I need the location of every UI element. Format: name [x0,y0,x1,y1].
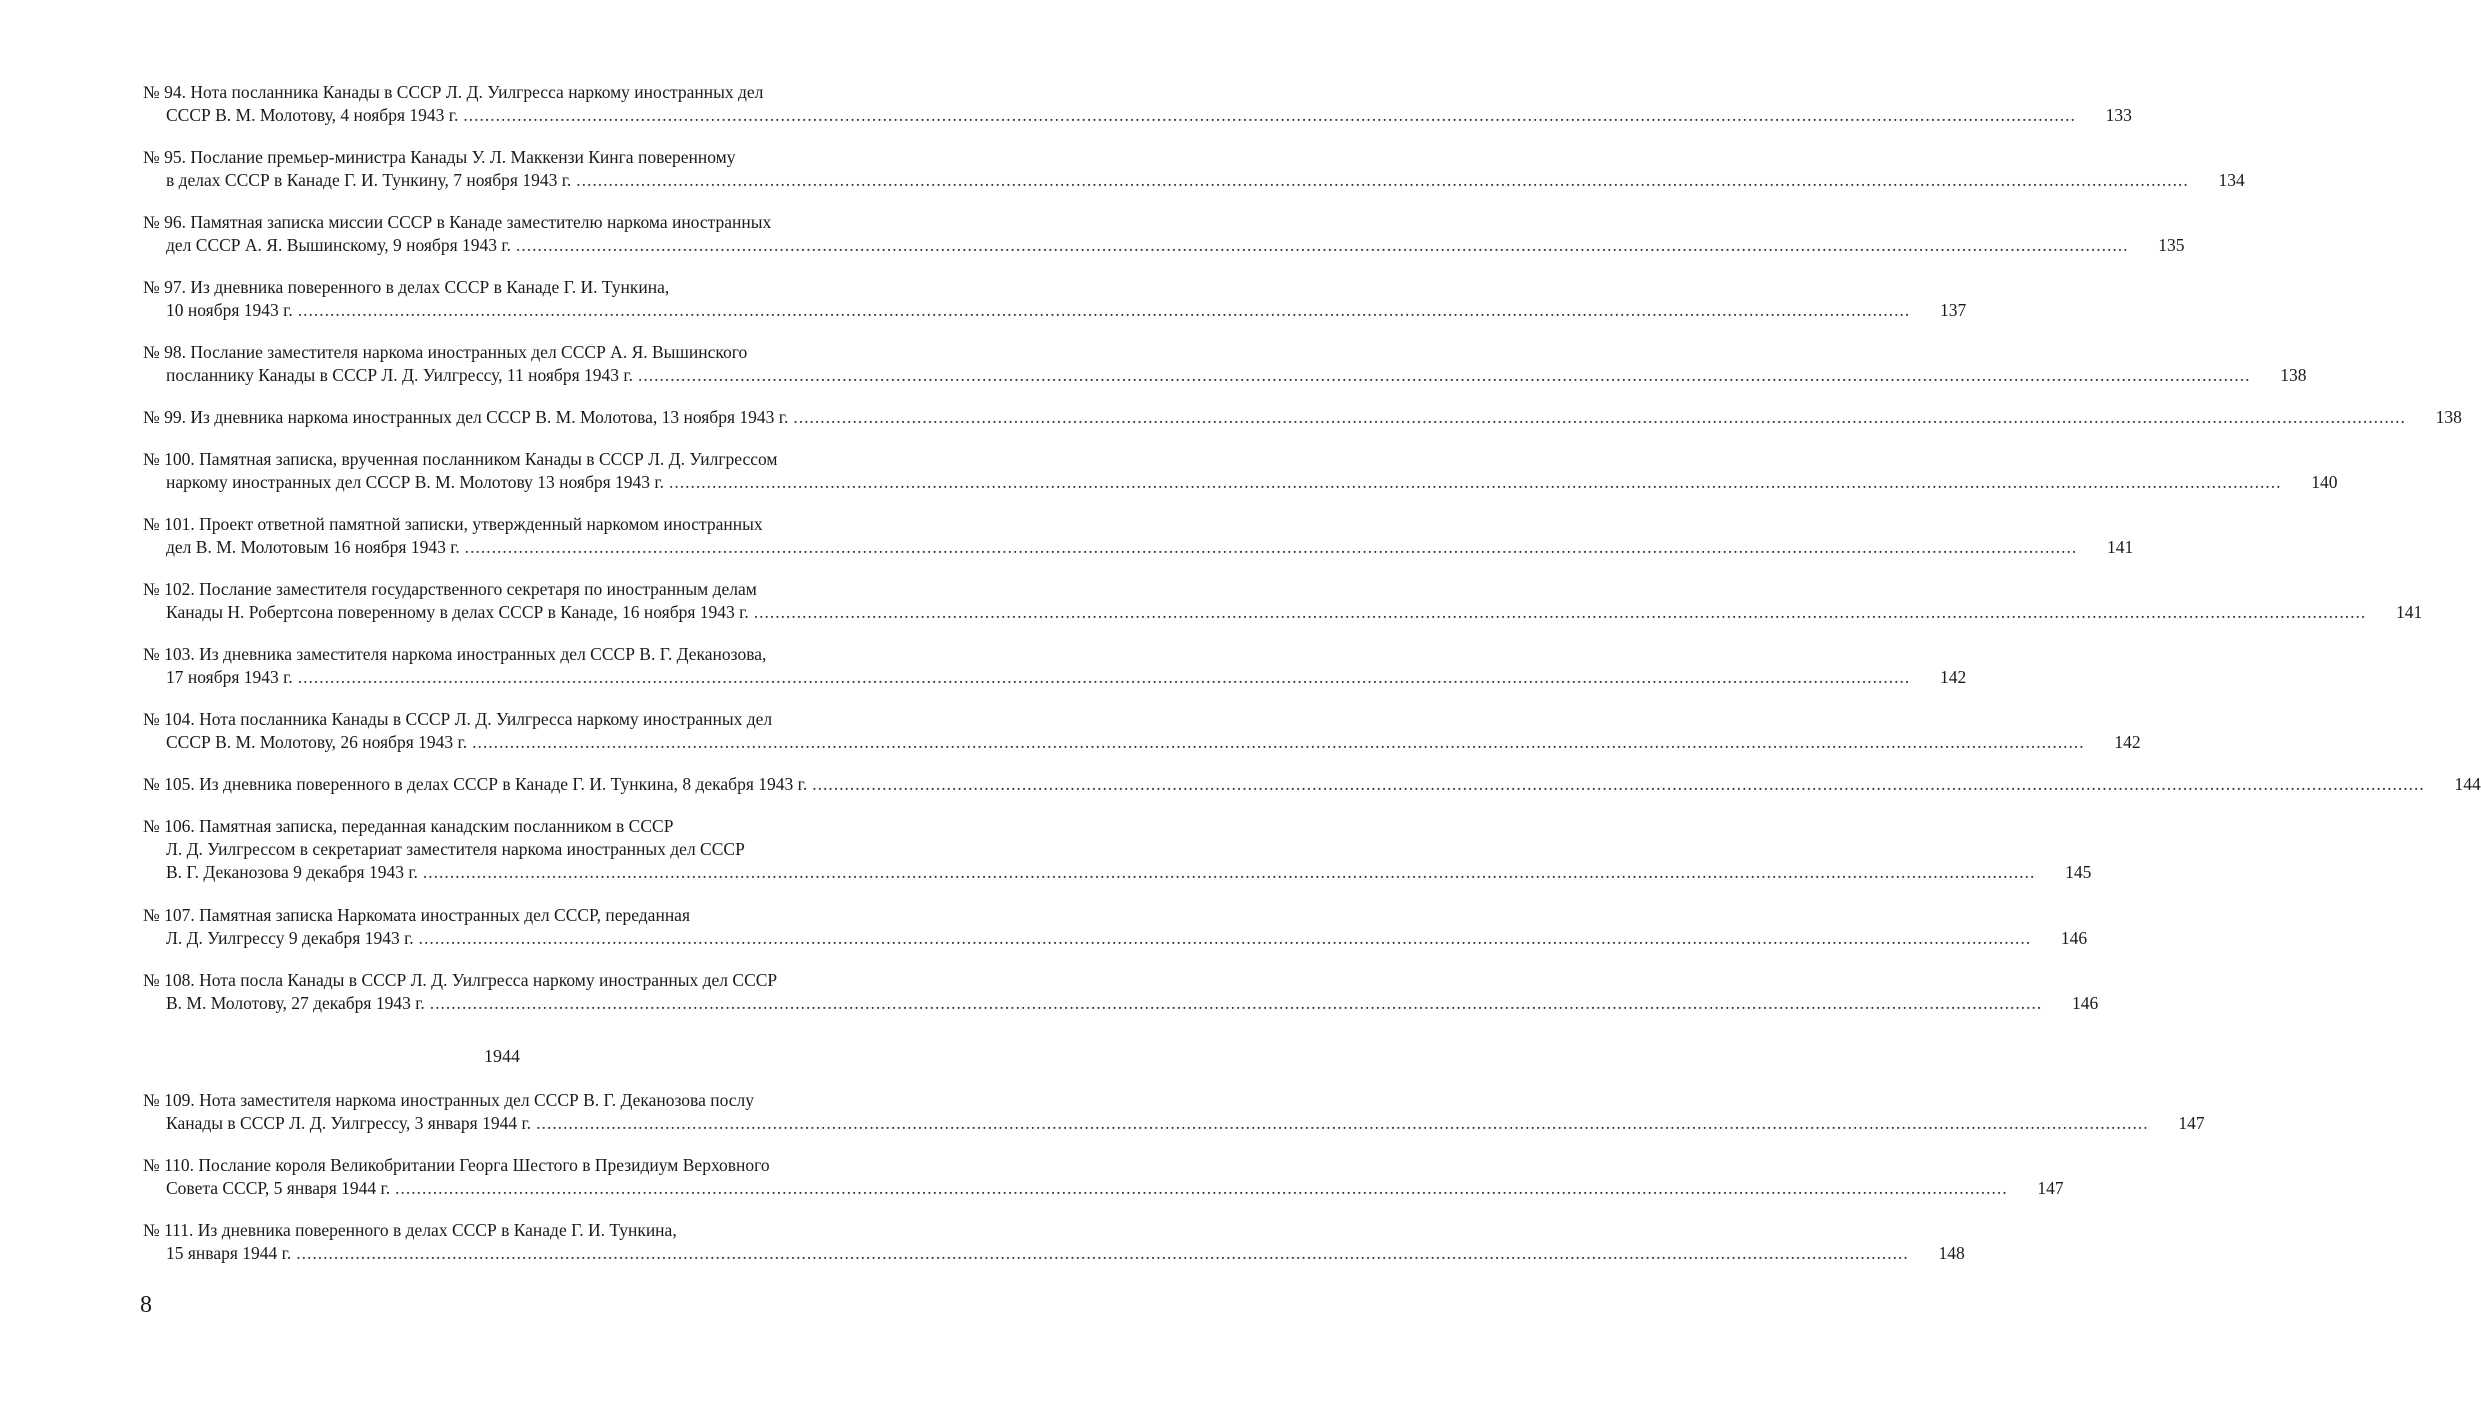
toc-page-number: 142 [2114,732,2141,752]
toc-entry-text: В. Г. Деканозова 9 декабря 1943 г. [166,862,418,882]
dot-leader: ............................................................................................................................................................................................................................................................................................................ [669,472,2282,492]
toc-entry [143,578,2423,624]
toc-entry-text: дел СССР А. Я. Вышинскому, 9 ноября 1943 г. [166,235,511,255]
dot-leader: ............................................................................................................................................................................................................................................................................................................ [812,774,2425,794]
dot-leader: ............................................................................................................................................................................................................................................................................................................ [464,537,2078,557]
toc-entry-final-line [143,861,2092,884]
toc-entry-line: № 110. Послание короля Великобритании Георга Шестого в Президиум Верховного [143,1155,770,1175]
toc-page-number: 144 [2454,774,2481,794]
toc-page-number: 141 [2107,537,2134,557]
toc-entry [143,815,2092,884]
toc-entry-line: № 107. Памятная записка Наркомата иностранных дел СССР, переданная [143,905,690,925]
toc-page-number: 148 [1938,1243,1965,1263]
toc-entry-line: Л. Д. Уилгрессом в секретариат заместителя наркома иностранных дел СССР [166,839,745,859]
dot-leader: ............................................................................................................................................................................................................................................................................................................ [472,732,2085,752]
toc-page-number: 141 [2396,602,2423,622]
toc-entry-text: Канады Н. Робертсона поверенному в делах СССР в Канаде, 16 ноября 1943 г. [166,602,749,622]
toc-entry-text: № 99. Из дневника наркома иностранных дел СССР В. М. Молотова, 13 ноября 1943 г. [143,407,789,427]
dot-leader: ............................................................................................................................................................................................................................................................................................................ [536,1113,2149,1133]
toc-entry-text: СССР В. М. Молотову, 26 ноября 1943 г. [166,732,468,752]
toc-entry [143,708,2141,754]
toc-entry [143,643,1967,689]
toc-entry-text: в делах СССР в Канаде Г. И. Тункину, 7 ноября 1943 г. [166,170,572,190]
toc-entry [143,1089,2205,1135]
toc-entry-line: № 94. Нота посланника Канады в СССР Л. Д. Уилгресса наркому иностранных дел [143,82,764,102]
toc-entry [143,276,1967,322]
dot-leader: ............................................................................................................................................................................................................................................................................................................ [395,1178,2008,1198]
dot-leader: ............................................................................................................................................................................................................................................................................................................ [753,602,2367,622]
toc-page-number: 133 [2105,105,2132,125]
toc-entry-line: № 102. Послание заместителя государственного секретаря по иностранным делам [143,579,757,599]
toc-entry [143,1154,2064,1200]
dot-leader: ............................................................................................................................................................................................................................................................................................................ [429,993,2043,1013]
toc-entry-final-line [143,1177,2064,1200]
page-number: 8 [140,1292,152,1318]
toc-entry-final-line [143,601,2423,624]
toc-entry-final-line [143,1242,1965,1265]
toc-entry-text: Л. Д. Уилгрессу 9 декабря 1943 г. [166,928,414,948]
dot-leader: ............................................................................................................................................................................................................................................................................................................ [576,170,2189,190]
dot-leader: ............................................................................................................................................................................................................................................................................................................ [793,407,2406,427]
toc-page-number: 145 [2065,862,2092,882]
toc-entry-line: № 111. Из дневника поверенного в делах СССР в Канаде Г. И. Тункина, [143,1220,677,1240]
toc-entry-final-line [143,406,2462,429]
toc-entry [143,211,2185,257]
toc-page-number: 135 [2158,235,2185,255]
toc-entry-final-line [143,1112,2205,1135]
toc-entry-text: 10 ноября 1943 г. [166,300,293,320]
toc-entry [143,1219,1965,1265]
toc-entry-text: посланнику Канады в СССР Л. Д. Уилгрессу, 11 ноября 1943 г. [166,365,633,385]
toc-entry-line: № 106. Памятная записка, переданная канадским посланником в СССР [143,816,674,836]
toc-entry [143,904,2088,950]
toc-entry [143,448,2338,494]
toc-entry-final-line [143,471,2338,494]
toc-entry [143,513,2134,559]
dot-leader: ............................................................................................................................................................................................................................................................................................................ [297,667,1911,687]
toc-entry-final-line [143,299,1967,322]
toc-entry-line: № 98. Послание заместителя наркома иностранных дел СССР А. Я. Вышинского [143,342,748,362]
dot-leader: ............................................................................................................................................................................................................................................................................................................ [297,300,1911,320]
toc-page-number: 134 [2218,170,2245,190]
toc-entry-line: № 101. Проект ответной памятной записки, утвержденный наркомом иностранных [143,514,763,534]
toc-page-number: 147 [2037,1178,2064,1198]
toc-entry-line: № 100. Памятная записка, врученная посланником Канады в СССР Л. Д. Уилгрессом [143,449,778,469]
toc-entry-final-line [143,104,2132,127]
toc-entry-line: № 103. Из дневника заместителя наркома иностранных дел СССР В. Г. Деканозова, [143,644,767,664]
toc-page-number: 146 [2072,993,2099,1013]
toc-entry-final-line [143,169,2245,192]
toc-entry-text: 17 ноября 1943 г. [166,667,293,687]
toc-entry-text: Совета СССР, 5 января 1944 г. [166,1178,391,1198]
toc-entry-final-line [143,773,2481,796]
toc-page-number: 137 [1940,300,1967,320]
dot-leader: ............................................................................................................................................................................................................................................................................................................ [296,1243,1909,1263]
year-heading: 1944 [484,1046,520,1066]
toc-page-number: 140 [2311,472,2338,492]
toc-page-number: 146 [2060,928,2088,948]
toc-entry-text: наркому иностранных дел СССР В. М. Молотову 13 ноября 1943 г. [166,472,665,492]
toc-entry [143,341,2307,387]
toc-entry-final-line [143,927,2088,950]
toc-entry-line: № 96. Памятная записка миссии СССР в Канаде заместителю наркома иностранных [143,212,772,232]
toc-entry-final-line [143,234,2185,257]
toc-page-number: 138 [2280,365,2307,385]
toc-entry-final-line [143,364,2307,387]
toc-entry-text: Канады в СССР Л. Д. Уилгрессу, 3 января 1944 г. [166,1113,532,1133]
toc-entry [143,406,2462,429]
toc-entry [143,81,2132,127]
dot-leader: ............................................................................................................................................................................................................................................................................................................ [463,105,2076,125]
toc-page-number: 147 [2178,1113,2205,1133]
toc-entry-final-line [143,666,1967,689]
dot-leader: ............................................................................................................................................................................................................................................................................................................ [418,928,2032,948]
toc-entry-text: дел В. М. Молотовым 16 ноября 1943 г. [166,537,460,557]
toc-entry [143,969,2099,1015]
toc-entry-text: 15 января 1944 г. [166,1243,292,1263]
toc-entry-line: № 104. Нота посланника Канады в СССР Л. Д. Уилгресса наркому иностранных дел [143,709,773,729]
toc-entry [143,146,2245,192]
toc-entry-final-line [143,731,2141,754]
toc-entry-line: № 97. Из дневника поверенного в делах СССР в Канаде Г. И. Тункина, [143,277,670,297]
dot-leader: ............................................................................................................................................................................................................................................................................................................ [422,862,2036,882]
toc-entry-text: В. М. Молотову, 27 декабря 1943 г. [166,993,425,1013]
toc-entry-line: № 108. Нота посла Канады в СССР Л. Д. Уилгресса наркому иностранных дел СССР [143,970,778,990]
dot-leader: ............................................................................................................................................................................................................................................................................................................ [515,235,2129,255]
toc-entry-final-line [143,992,2099,1015]
toc-entry [143,773,2481,796]
toc-entry-text: СССР В. М. Молотову, 4 ноября 1943 г. [166,105,459,125]
dot-leader: ............................................................................................................................................................................................................................................................................................................ [637,365,2251,385]
toc-entry-final-line [143,536,2134,559]
toc-entry-line: № 95. Послание премьер-министра Канады У. Л. Маккензи Кинга поверенному [143,147,736,167]
toc-page-number: 142 [1940,667,1967,687]
toc-page-number: 138 [2435,407,2462,427]
toc-entry-line: № 109. Нота заместителя наркома иностранных дел СССР В. Г. Деканозова послу [143,1090,755,1110]
toc-entry-text: № 105. Из дневника поверенного в делах СССР в Канаде Г. И. Тункина, 8 декабря 1943 г. [143,774,808,794]
